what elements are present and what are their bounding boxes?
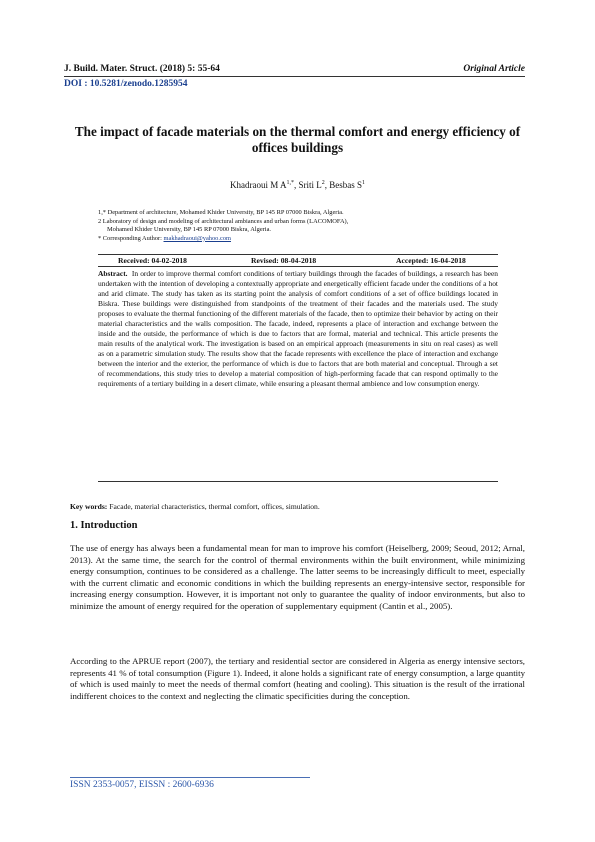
abstract-label: Abstract. — [98, 269, 128, 278]
email-link[interactable]: makhadraoui@yahoo.com — [163, 234, 231, 242]
accepted-date: Accepted: 16-04-2018 — [396, 256, 466, 265]
author-name: , Sriti L — [293, 180, 322, 190]
author-name: , Besbas S — [324, 180, 363, 190]
dates-bottom-rule — [98, 266, 498, 267]
journal-citation: J. Build. Mater. Struct. (2018) 5: 55-64 — [64, 64, 220, 74]
section-heading: 1. Introduction — [70, 520, 138, 531]
affiliation-line: Mohamed Khider University, BP 145 RP 07000 Biskra, Algeria. — [107, 226, 272, 234]
keywords-label: Key words: — [70, 502, 108, 511]
author-affiliation-mark: 2 — [321, 180, 325, 186]
article-type: Original Article — [463, 64, 525, 74]
author-affiliation-mark: 1,* — [286, 180, 294, 186]
author-list — [0, 180, 595, 190]
paper-title: The impact of facade materials on the thermal comfort and energy efficiency of offices buildings — [74, 124, 521, 155]
corresponding-label: * Corresponding Author: — [98, 234, 162, 242]
abstract-bottom-rule — [98, 481, 498, 482]
body-paragraph: According to the APRUE report (2007), the tertiary and residential sector are considered in Algeria as energy intensive sectors, represents 41 % of total consumption (Figure 1). Indeed, it alone holds a significant rate of energy consumption, a large quantity of which is used mainly to meet the needs of thermal comfort (heating and cooling). This situation is the result of the irrational indifferent choices to the context and neglecting the climatic specificities during the conception. — [70, 656, 525, 701]
received-date: Received: 04-02-2018 — [118, 256, 187, 265]
revised-date: Revised: 08-04-2018 — [251, 256, 317, 265]
keywords — [70, 502, 320, 511]
header-divider — [64, 76, 525, 77]
abstract — [98, 269, 498, 389]
doi-link[interactable]: DOI : 10.5281/zenodo.1285954 — [64, 79, 188, 89]
affiliation-line: 2 Laboratory of design and modeling of architectural ambiances and urban forms (LACOMOFA), — [98, 217, 349, 225]
corresponding-author — [98, 235, 505, 244]
abstract-text: In order to improve thermal comfort conditions of tertiary buildings through the facades of buildings, a research has been undertaken with the intention of developing a contextually appropriate and energetically efficient facade under the conditions of a hot and arid climate. The study has taken as its starting point the analysis of comfort conditions of a set of office buildings located in Biskra. These buildings were distinguished from standpoints of the treatment of their facades and the materials used. The study proposes to evaluate the thermal functioning of the different materials of the facade, then to optimize their behavior by acting on their material characteristics and the walls composition. The facade, indeed, represents a place of interaction and exchange between the inside and the outside, the performance of which is due to factors that are formal, material and technical. This article presents the main results of the analytical work. The investigation is based on an empirical approach (measurements in situ on real cases) as well as on a parametric simulation study. The results show that the facade represents with excellence the place of interaction and exchange between the interior and the exterior, the performance of which is due to factors that are both material and conceptual. Through a set of recommendations, this study tries to develop a material composition of high-performing facade that can respond optimally to the requirements of a tertiary building in a desert climate, while ensuring a pleasant thermal ambience and low consumption energy. — [98, 269, 498, 388]
footer-divider — [70, 777, 310, 778]
keywords-text: Facade, material characteristics, thermal comfort, offices, simulation. — [107, 502, 320, 511]
affiliations — [98, 209, 505, 243]
dates-top-rule — [98, 254, 498, 255]
body-paragraph: The use of energy has always been a fundamental mean for man to improve his comfort (Heiselberg, 2009; Seoud, 2012; Arnal, 2013). At the same time, the search for the control of thermal environments within the built environment, while minimizing energy consumption, continues to be considered as a challenge. The latter seems to be increasingly difficult to meet, especially with the current climatic and economic conditions in which the building represents an energy-intensive sector, responsible for increasing energy consumption. However, it is important not only to guarantee the quality of indoor environments, but also to minimize the amount of energy required for the operation of supplementary equipment (Cantin et al., 2005). — [70, 543, 525, 611]
affiliation-line: 1,* Department of architecture, Mohamed Khider University, BP 145 RP 07000 Biskra, Algeria. — [98, 209, 344, 216]
author-name: Khadraoui M A — [229, 180, 287, 190]
author-affiliation-mark: 1 — [362, 180, 366, 186]
issn-footer: ISSN 2353-0057, EISSN : 2600-6936 — [70, 780, 214, 790]
